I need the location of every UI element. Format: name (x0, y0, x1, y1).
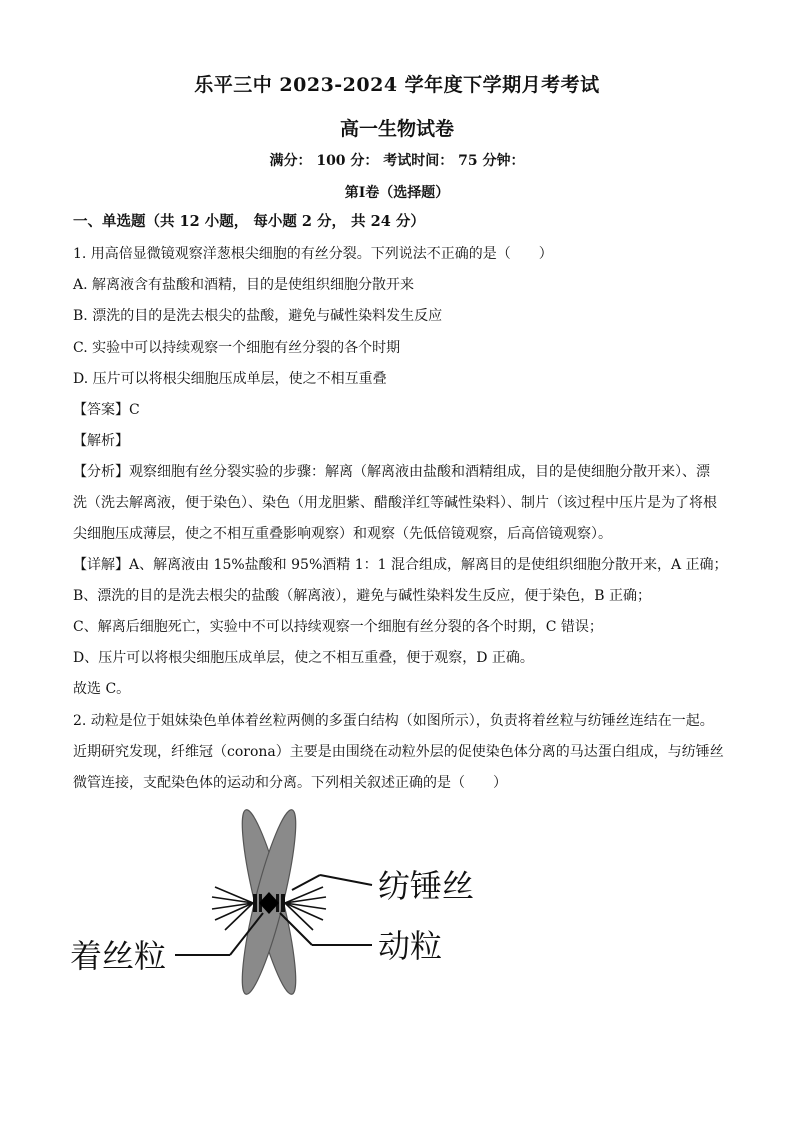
leader-line (292, 875, 320, 890)
q1-analysis-line: 洗（洗去解离液，便于染色）、染色（用龙胆紫、醋酸洋红等碱性染料）、制片（该过程中压片是为了将根 (73, 495, 717, 511)
q1-analysis-label: 【解析】 (73, 433, 129, 449)
question-2-stem-line: 微管连接，支配染色体的运动和分离。下列相关叙述正确的是（ ） (73, 775, 507, 791)
exam-info: 满分： 100 分： 考试时间： 75 分钟： (269, 153, 525, 169)
centromere-label: 着丝粒 (70, 937, 167, 975)
volume-heading: 第Ⅰ卷（选择题） (344, 185, 450, 201)
q1-option-b: B. 漂洗的目的是洗去根尖的盐酸，避免与碱性染料发生反应 (73, 308, 443, 324)
kinetochore-label: 动粒 (378, 927, 443, 965)
q1-option-d: D. 压片可以将根尖细胞压成单层，使之不相互重叠 (73, 371, 387, 387)
q1-option-c: C. 实验中可以持续观察一个细胞有丝分裂的各个时期 (73, 340, 401, 356)
exam-subtitle: 高一生物试卷 (339, 118, 454, 140)
q1-detail-line: C、解离后细胞死亡，实验中不可以持续观察一个细胞有丝分裂的各个时期，C 错误； (73, 619, 603, 635)
kinetochore-plate (281, 894, 285, 912)
spindle-fibers-left (212, 887, 253, 930)
spindle-label: 纺锤丝 (378, 867, 475, 905)
question-2-stem-line: 2. 动粒是位于姐妹染色单体着丝粒两侧的多蛋白结构（如图所示），负责将着丝粒与纺锤丝连结在一起。 (73, 713, 714, 729)
question-2-stem-line: 近期研究发现，纤维冠（corona）主要是由围绕在动粒外层的促使染色体分离的马达蛋白组成，与纺锤丝 (73, 744, 724, 760)
q1-detail-line: B、漂洗的目的是洗去根尖的盐酸（解离液），避免与碱性染料发生反应，便于染色，B 正确； (73, 588, 652, 604)
kinetochore-plate (253, 894, 257, 912)
q1-answer: 【答案】C (73, 402, 140, 418)
q1-analysis-line: 尖细胞压成薄层，使之不相互重叠影响观察）和观察（先低倍镜观察，后高倍镜观察）。 (73, 526, 612, 542)
q1-analysis-line: 【分析】观察细胞有丝分裂实验的步骤：解离（解离液由盐酸和酒精组成，目的是使细胞分散开来）、漂 (73, 464, 710, 480)
exam-title: 乐平三中 2023-2024 学年度下学期月考考试 (194, 74, 600, 96)
leader-line (320, 875, 372, 885)
q1-detail-line: 【详解】A、解离液由 15%盐酸和 95%酒精 1：1 混合组成，解离目的是使组织细胞分散开来，A 正确； (73, 557, 728, 573)
q1-option-a: A. 解离液含有盐酸和酒精，目的是使组织细胞分散开来 (73, 277, 415, 293)
chromosome-diagram (70, 806, 474, 997)
section-heading: 一、单选题（共 12 小题， 每小题 2 分， 共 24 分） (73, 213, 425, 230)
q1-detail-line: D、压片可以将根尖细胞压成单层，使之不相互重叠，便于观察，D 正确。 (73, 650, 534, 666)
question-1-stem: 1. 用高倍显微镜观察洋葱根尖细胞的有丝分裂。下列说法不正确的是（ ） (73, 246, 553, 262)
chromosome-figure (60, 805, 520, 1005)
q1-detail-line: 故选 C。 (73, 681, 131, 697)
